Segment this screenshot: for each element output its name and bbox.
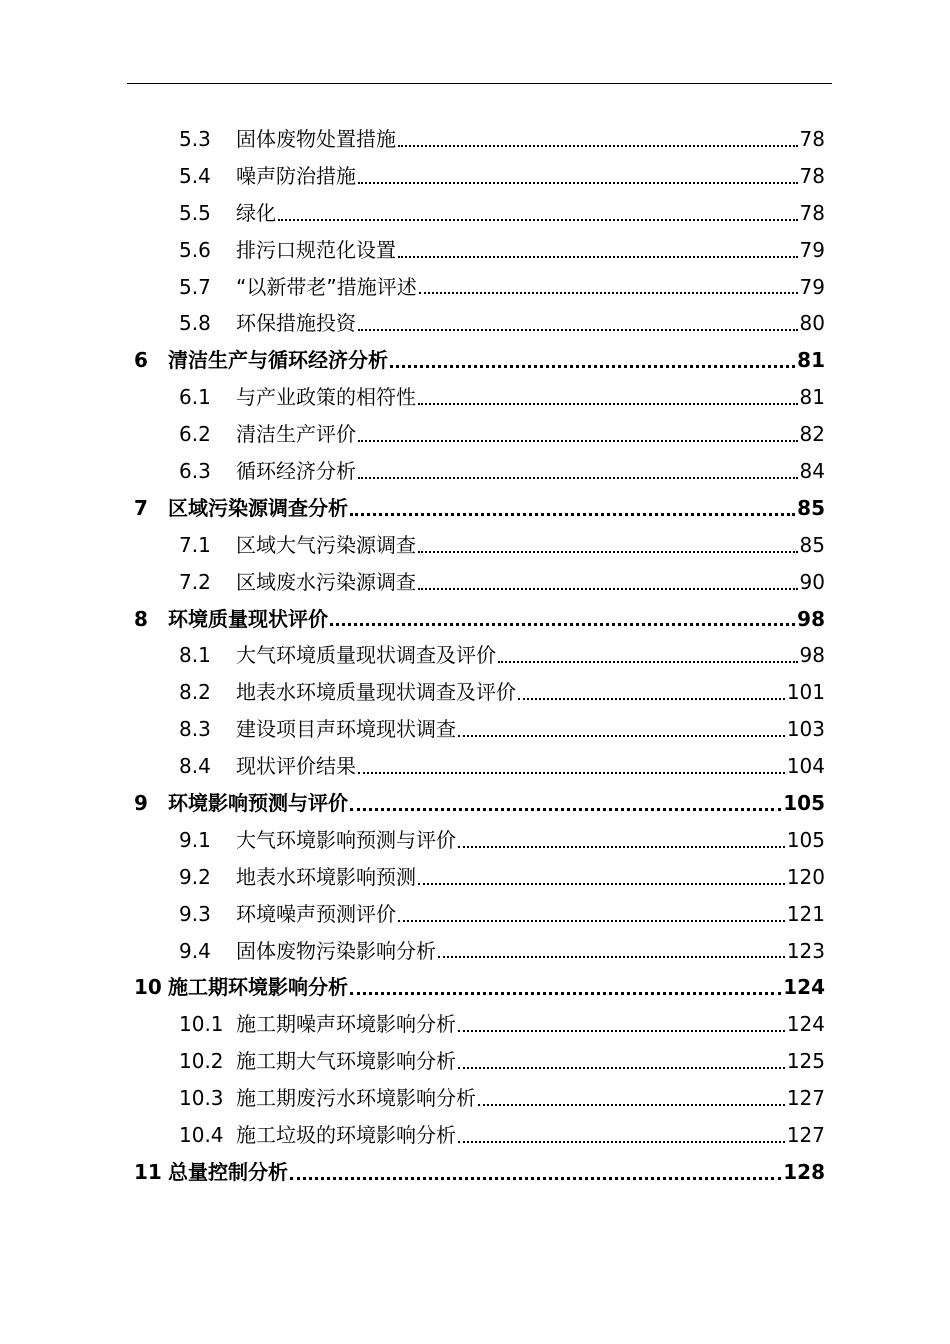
toc-entry-title: 绿化 xyxy=(236,200,276,225)
toc-entry-page: 104 xyxy=(786,754,825,779)
toc-entry-number: 10.4 xyxy=(179,1123,224,1148)
toc-entry-title: 循环经济分析 xyxy=(236,459,356,484)
toc-section-entry[interactable] xyxy=(0,1043,950,1080)
toc-entry-number: 5.7 xyxy=(179,274,211,299)
toc-entry-page: 103 xyxy=(786,717,825,742)
toc-entry-line xyxy=(236,416,825,453)
toc-entry-title: 施工期废污水环境影响分析 xyxy=(236,1086,476,1111)
toc-entry-title: 排污口规范化设置 xyxy=(236,237,396,262)
toc-dot-leader xyxy=(290,1177,781,1180)
toc-entry-number: 9.1 xyxy=(179,827,211,852)
toc-entry-page: 123 xyxy=(786,938,825,963)
toc-dot-leader xyxy=(419,292,798,294)
toc-entry-page: 80 xyxy=(799,311,825,336)
toc-entry-line xyxy=(236,158,825,195)
toc-entry-number: 9.4 xyxy=(179,938,211,963)
toc-dot-leader xyxy=(458,1030,785,1032)
toc-entry-title: 固体废物处置措施 xyxy=(236,127,396,151)
toc-dot-leader xyxy=(418,551,798,553)
toc-entry-page: 82 xyxy=(799,422,825,447)
toc-entry-line xyxy=(236,305,825,342)
toc-dot-leader xyxy=(350,992,781,995)
toc-entry-line xyxy=(168,490,825,527)
toc-entry-page: 127 xyxy=(786,1086,825,1111)
toc-entry-line xyxy=(236,379,825,416)
toc-entry-page: 127 xyxy=(786,1123,825,1148)
toc-entry-number: 10.3 xyxy=(179,1086,224,1111)
toc-section-entry[interactable] xyxy=(0,637,950,674)
toc-entry-number: 8.4 xyxy=(179,754,211,779)
toc-entry-line xyxy=(236,195,825,232)
toc-entry-number: 7 xyxy=(134,495,148,520)
toc-entry-page: 105 xyxy=(783,791,825,816)
toc-chapter-entry[interactable] xyxy=(0,785,950,822)
toc-entry-number: 5.5 xyxy=(179,200,211,225)
toc-dot-leader xyxy=(458,1141,785,1143)
toc-entry-title: 环境质量现状评价 xyxy=(168,606,328,631)
toc-entry-page: 105 xyxy=(786,827,825,852)
toc-entry-title: 大气环境影响预测与评价 xyxy=(236,827,456,852)
toc-entry-page: 121 xyxy=(786,901,825,926)
toc-entry-line xyxy=(236,1080,825,1117)
toc-entry-line xyxy=(168,601,825,638)
toc-entry-page: 85 xyxy=(797,495,825,520)
toc-section-entry[interactable] xyxy=(0,121,950,158)
toc-entry-number: 9.2 xyxy=(179,864,211,889)
toc-entry-title: 地表水环境质量现状调查及评价 xyxy=(236,680,516,705)
toc-entry-number: 10.2 xyxy=(179,1049,224,1074)
toc-entry-number: 6.1 xyxy=(179,385,211,410)
toc-dot-leader xyxy=(458,735,785,737)
toc-entry-page: 84 xyxy=(799,459,825,484)
toc-dot-leader xyxy=(478,1104,785,1106)
toc-entry-line xyxy=(236,748,825,785)
toc-section-entry[interactable] xyxy=(0,232,950,269)
toc-dot-leader xyxy=(398,145,798,147)
toc-entry-line xyxy=(168,785,825,822)
toc-entry-line xyxy=(236,637,825,674)
toc-entry-line xyxy=(168,969,825,1006)
toc-entry-line xyxy=(236,859,825,896)
toc-entry-title: 环境影响预测与评价 xyxy=(168,791,348,816)
toc-dot-leader xyxy=(518,698,785,700)
toc-section-entry[interactable] xyxy=(0,379,950,416)
toc-entry-number: 6 xyxy=(134,348,148,373)
toc-entry-line xyxy=(236,269,825,306)
toc-entry-title: 现状评价结果 xyxy=(236,754,356,779)
toc-chapter-entry[interactable] xyxy=(0,601,950,638)
toc-entry-title: 环保措施投资 xyxy=(236,311,356,336)
toc-chapter-entry[interactable] xyxy=(0,969,950,1006)
toc-dot-leader xyxy=(418,883,785,885)
toc-entry-number: 7.2 xyxy=(179,569,211,594)
toc-chapter-entry[interactable] xyxy=(0,490,950,527)
toc-dot-leader xyxy=(358,477,798,479)
toc-dot-leader xyxy=(358,772,785,774)
toc-entry-line xyxy=(236,1043,825,1080)
toc-dot-leader xyxy=(358,329,798,331)
toc-entry-line xyxy=(236,527,825,564)
toc-entry-number: 10.1 xyxy=(179,1012,224,1037)
toc-entry-page: 81 xyxy=(799,385,825,410)
toc-dot-leader xyxy=(358,440,798,442)
toc-entry-title: 施工期大气环境影响分析 xyxy=(236,1049,456,1074)
toc-entry-title: 清洁生产评价 xyxy=(236,422,356,447)
toc-section-entry[interactable] xyxy=(0,1006,950,1043)
toc-section-entry[interactable] xyxy=(0,527,950,564)
toc-dot-leader xyxy=(398,920,785,922)
toc-entry-title: 地表水环境影响预测 xyxy=(236,864,416,889)
toc-dot-leader xyxy=(418,403,798,405)
toc-dot-leader xyxy=(458,1067,785,1069)
toc-entry-number: 11 xyxy=(134,1159,162,1184)
toc-entry-page: 79 xyxy=(799,274,825,299)
toc-chapter-entry[interactable] xyxy=(0,1154,950,1191)
toc-entry-line xyxy=(236,933,825,970)
toc-entry-number: 10 xyxy=(134,975,162,1000)
toc-entry-title: 区域大气污染源调查 xyxy=(236,532,416,557)
toc-section-entry[interactable] xyxy=(0,1080,950,1117)
table-of-contents xyxy=(0,121,950,1191)
toc-chapter-entry[interactable] xyxy=(0,342,950,379)
toc-entry-title: 清洁生产与循环经济分析 xyxy=(168,348,388,373)
toc-entry-title: 固体废物污染影响分析 xyxy=(236,938,436,963)
toc-entry-line xyxy=(236,711,825,748)
toc-entry-title: 环境噪声预测评价 xyxy=(236,901,396,926)
toc-entry-page: 124 xyxy=(783,975,825,1000)
toc-entry-title: 区域污染源调查分析 xyxy=(168,495,348,520)
toc-entry-line xyxy=(168,1154,825,1191)
toc-entry-title: 噪声防治措施 xyxy=(236,163,356,188)
toc-entry-number: 9 xyxy=(134,791,148,816)
toc-entry-line xyxy=(168,342,825,379)
toc-entry-number: 5.8 xyxy=(179,311,211,336)
toc-entry-line xyxy=(236,1006,825,1043)
toc-entry-title: 施工垃圾的环境影响分析 xyxy=(236,1123,456,1148)
toc-section-entry[interactable] xyxy=(0,195,950,232)
toc-section-entry[interactable] xyxy=(0,859,950,896)
toc-section-entry[interactable] xyxy=(0,305,950,342)
toc-entry-line xyxy=(236,453,825,490)
toc-dot-leader xyxy=(398,256,798,258)
toc-entry-line xyxy=(236,564,825,601)
toc-entry-page: 85 xyxy=(799,532,825,557)
toc-entry-line xyxy=(236,121,825,158)
toc-entry-title: 建设项目声环境现状调查 xyxy=(236,717,456,742)
header-rule xyxy=(127,83,832,84)
toc-entry-line xyxy=(236,232,825,269)
toc-dot-leader xyxy=(418,588,798,590)
toc-dot-leader xyxy=(278,219,798,221)
toc-entry-number: 5.6 xyxy=(179,237,211,262)
toc-entry-number: 8.2 xyxy=(179,680,211,705)
toc-section-entry[interactable] xyxy=(0,158,950,195)
toc-dot-leader xyxy=(350,513,795,516)
toc-entry-title: 施工期环境影响分析 xyxy=(168,975,348,1000)
toc-entry-number: 8.3 xyxy=(179,717,211,742)
toc-entry-page: 124 xyxy=(786,1012,825,1037)
toc-dot-leader xyxy=(458,846,785,848)
toc-entry-title: 施工期噪声环境影响分析 xyxy=(236,1012,456,1037)
toc-entry-page: 98 xyxy=(797,606,825,631)
toc-section-entry[interactable] xyxy=(0,416,950,453)
toc-entry-number: 6.3 xyxy=(179,459,211,484)
toc-section-entry[interactable] xyxy=(0,933,950,970)
toc-entry-line xyxy=(236,896,825,933)
toc-dot-leader xyxy=(390,365,795,368)
toc-section-entry[interactable] xyxy=(0,564,950,601)
toc-entry-page: 79 xyxy=(799,237,825,262)
toc-dot-leader xyxy=(350,808,781,811)
toc-section-entry[interactable] xyxy=(0,453,950,490)
toc-entry-title: 总量控制分析 xyxy=(168,1159,288,1184)
toc-entry-page: 78 xyxy=(799,163,825,188)
toc-entry-page: 120 xyxy=(786,864,825,889)
toc-entry-page: 90 xyxy=(799,569,825,594)
toc-entry-title: “以新带老”措施评述 xyxy=(236,274,417,299)
toc-entry-number: 5.3 xyxy=(179,127,211,151)
toc-entry-line xyxy=(236,1117,825,1154)
toc-dot-leader xyxy=(498,661,798,663)
toc-entry-page: 101 xyxy=(786,680,825,705)
toc-entry-number: 5.4 xyxy=(179,163,211,188)
toc-entry-number: 8.1 xyxy=(179,643,211,668)
toc-entry-page: 81 xyxy=(797,348,825,373)
toc-entry-page: 128 xyxy=(783,1159,825,1184)
toc-entry-page: 125 xyxy=(786,1049,825,1074)
toc-entry-title: 与产业政策的相符性 xyxy=(236,385,416,410)
toc-entry-line xyxy=(236,822,825,859)
toc-entry-number: 6.2 xyxy=(179,422,211,447)
toc-section-entry[interactable] xyxy=(0,748,950,785)
toc-entry-page: 78 xyxy=(799,127,825,151)
toc-entry-page: 98 xyxy=(799,643,825,668)
toc-section-entry[interactable] xyxy=(0,269,950,306)
toc-dot-leader xyxy=(438,956,785,958)
toc-section-entry[interactable] xyxy=(0,674,950,711)
toc-entry-page: 78 xyxy=(799,200,825,225)
toc-entry-number: 8 xyxy=(134,606,148,631)
toc-section-entry[interactable] xyxy=(0,1117,950,1154)
toc-section-entry[interactable] xyxy=(0,822,950,859)
toc-entry-title: 区域废水污染源调查 xyxy=(236,569,416,594)
toc-dot-leader xyxy=(330,623,795,626)
toc-entry-line xyxy=(236,674,825,711)
toc-section-entry[interactable] xyxy=(0,711,950,748)
toc-section-entry[interactable] xyxy=(0,896,950,933)
toc-dot-leader xyxy=(358,182,798,184)
toc-entry-number: 7.1 xyxy=(179,532,211,557)
toc-entry-number: 9.3 xyxy=(179,901,211,926)
toc-entry-title: 大气环境质量现状调查及评价 xyxy=(236,643,496,668)
